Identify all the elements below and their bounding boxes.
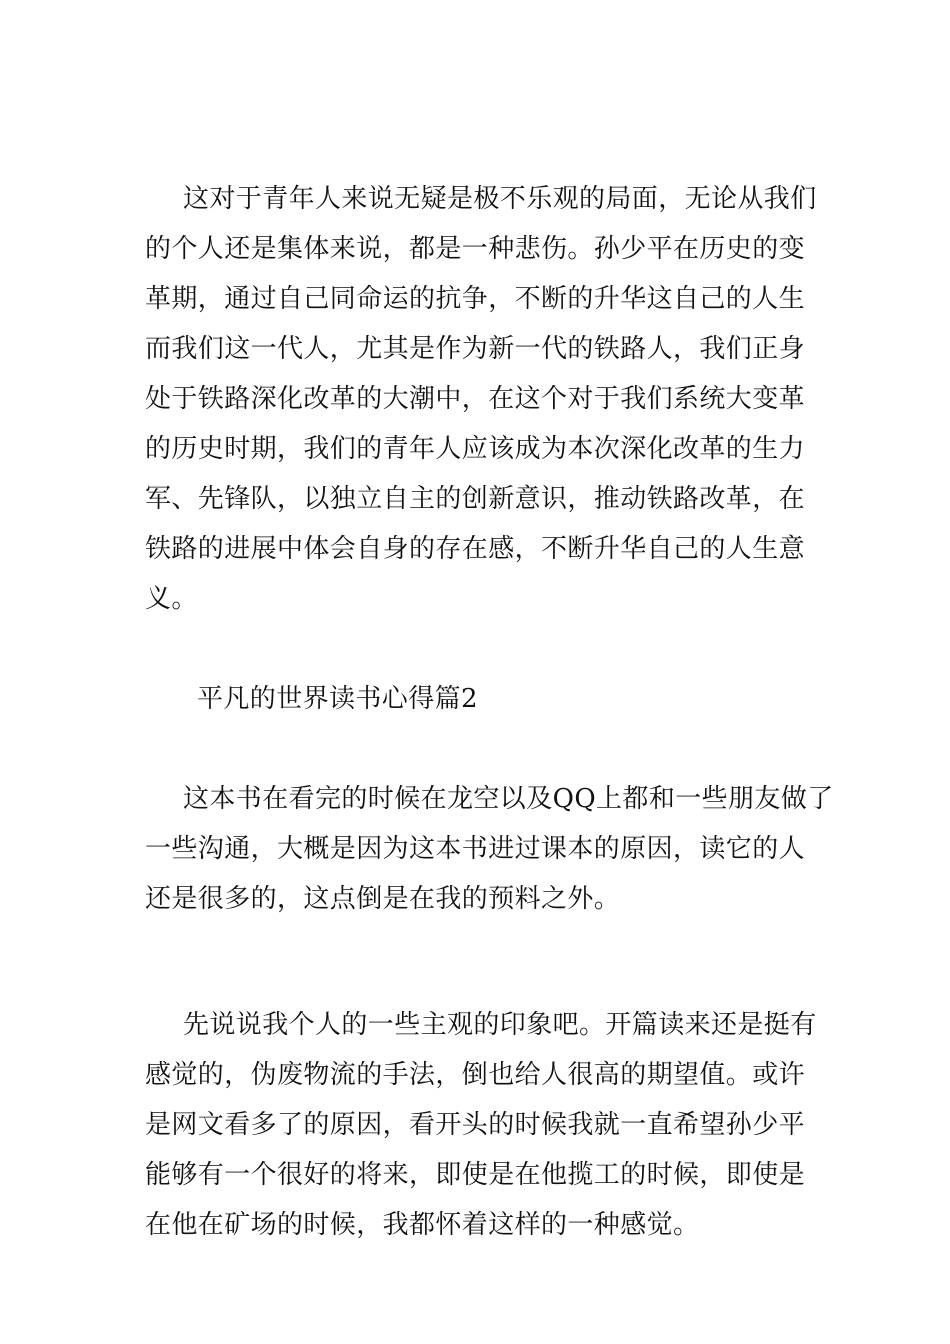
paragraph-line: 这本书在看完的时候在龙空以及QQ上都和一些朋友做了 (183, 784, 834, 814)
paragraph-line: 能够有一个很好的将来，即使是在他揽工的时候，即使是 (145, 1160, 806, 1190)
paragraph-line: 铁路的进展中体会自身的存在感，不断升华自己的人生意 (145, 534, 806, 564)
paragraph-line: 先说说我个人的一些主观的印象吧。开篇读来还是挺有 (183, 1010, 817, 1040)
paragraph-line: 一些沟通，大概是因为这本书进过课本的原因，读它的人 (145, 834, 806, 864)
paragraph-line: 这对于青年人来说无疑是极不乐观的局面，无论从我们 (183, 184, 817, 214)
paragraph-line: 而我们这一代人，尤其是作为新一代的铁路人，我们正身 (145, 334, 806, 364)
paragraph-line: 在他在矿场的时候，我都怀着这样的一种感觉。 (145, 1210, 700, 1240)
paragraph-line: 还是很多的，这点倒是在我的预料之外。 (145, 884, 621, 914)
paragraph-line: 是网文看多了的原因，看开头的时候我就一直希望孙少平 (145, 1110, 806, 1140)
paragraph-line: 处于铁路深化改革的大潮中，在这个对于我们系统大变革 (145, 384, 806, 414)
paragraph-line: 义。 (145, 584, 198, 614)
paragraph-line: 感觉的，伪废物流的手法，倒也给人很高的期望值。或许 (145, 1060, 806, 1090)
paragraph-line: 的历史时期，我们的青年人应该成为本次深化改革的生力 (145, 434, 806, 464)
paragraph-line: 革期，通过自己同命运的抗争，不断的升华这自己的人生 (145, 284, 806, 314)
paragraph-line: 的个人还是集体来说，都是一种悲伤。孙少平在历史的变 (145, 234, 806, 264)
section-heading: 平凡的世界读书心得篇2 (197, 684, 478, 714)
paragraph-line: 军、先锋队，以独立自主的创新意识，推动铁路改革，在 (145, 484, 806, 514)
